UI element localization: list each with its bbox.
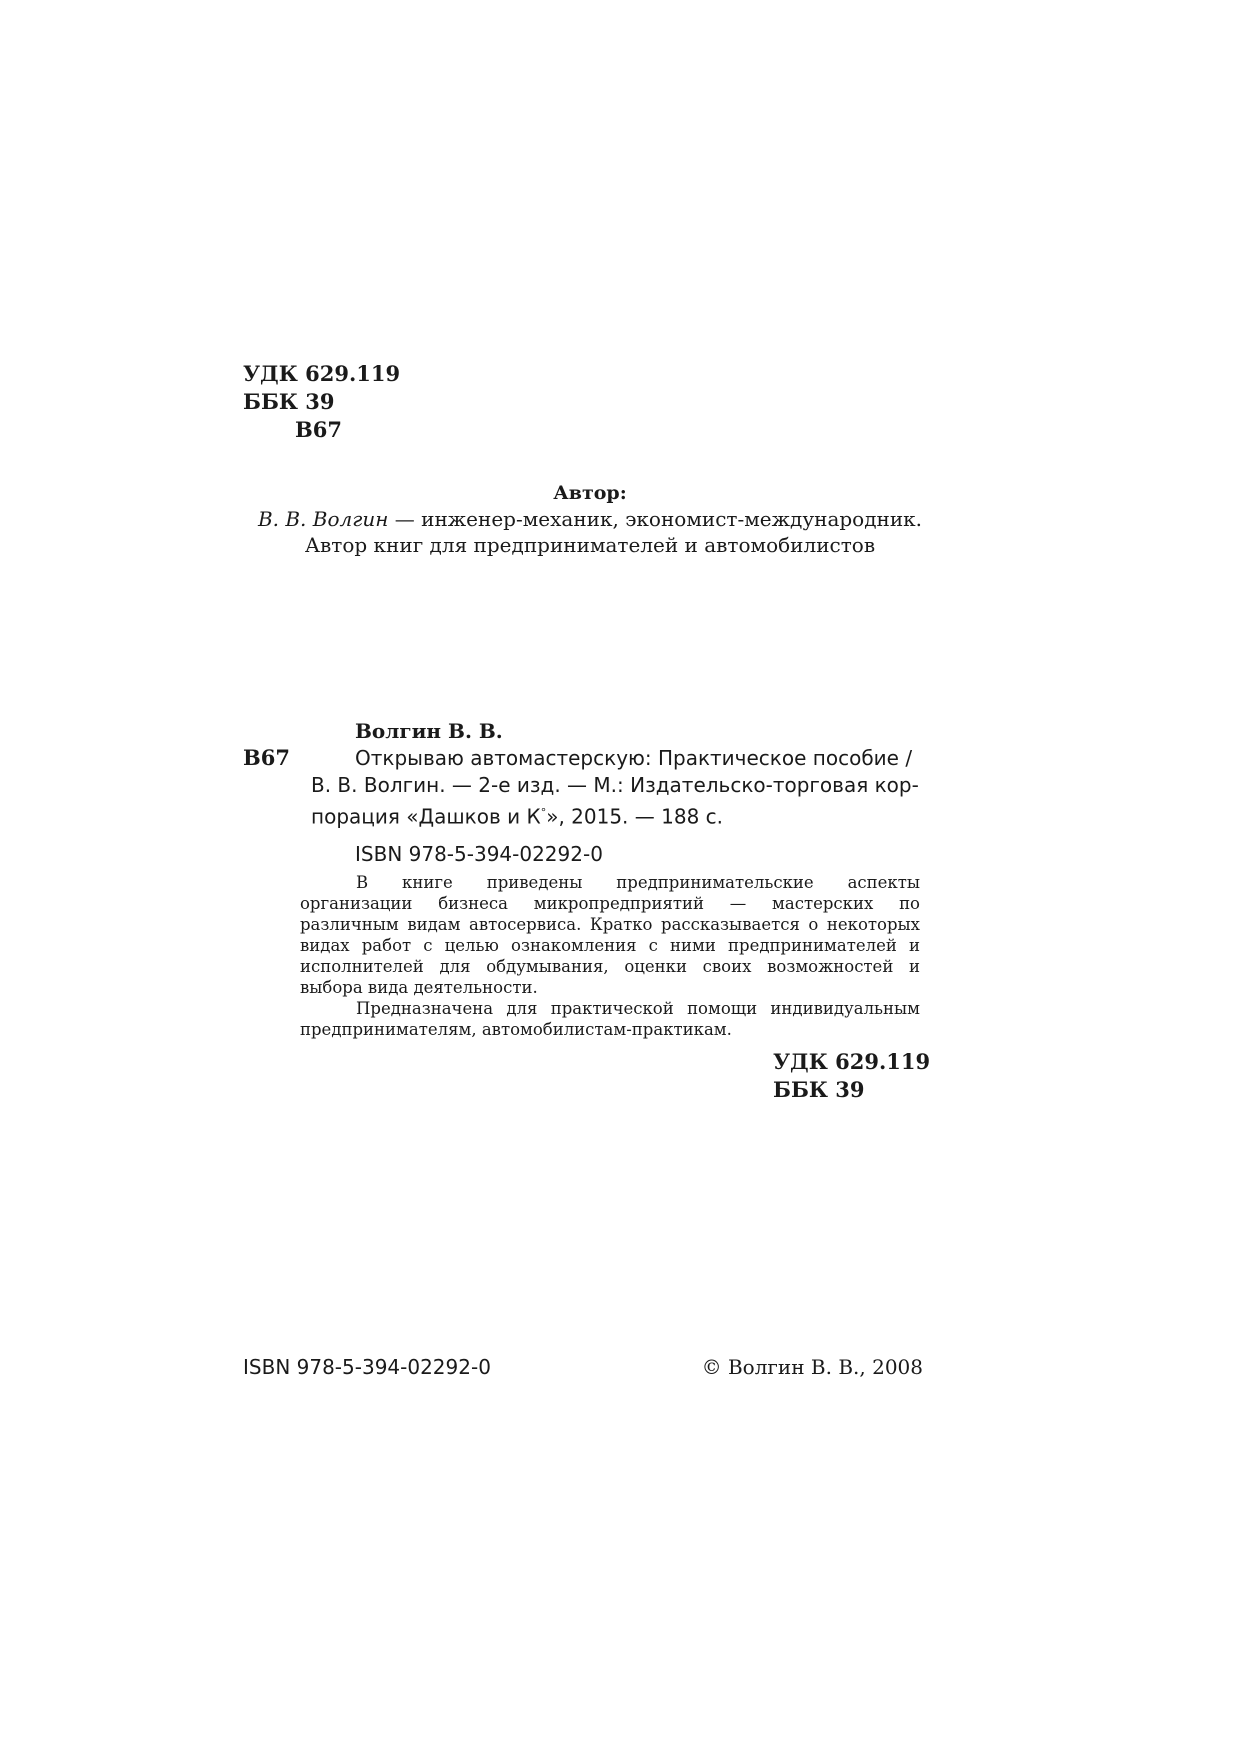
catalog-card-body — [311, 718, 923, 868]
catalog-author-name: Волгин В. В. — [355, 719, 503, 743]
top-classification-block — [243, 360, 400, 444]
bbk-code: ББК 39 — [243, 389, 335, 414]
footer-block — [243, 1355, 923, 1379]
footer-isbn: ISBN 978-5-394-02292-0 — [243, 1355, 491, 1379]
author-books-line: Автор книг для предпринимателей и автомобилистов — [304, 533, 876, 557]
bbk-code-bottom: ББК 39 — [773, 1077, 865, 1102]
catalog-publisher-line: порация «Дашков и К°», 2015. — 188 с. — [311, 804, 724, 829]
author-description: — инженер-механик, экономист-международник. — [388, 507, 923, 531]
annotation-block — [300, 872, 920, 1040]
annotation-paragraph-2: Предназначена для практической помощи индивидуальным предпринимателям, автомобилистам-практикам. — [300, 999, 920, 1039]
catalog-edition-line: В. В. Волгин. — 2-е изд. — М.: Издательско-торговая кор- — [311, 773, 919, 797]
catalog-title-line: Открываю автомастерскую: Практическое пособие / — [355, 746, 913, 770]
footer-copyright: © Волгин В. В., 2008 — [701, 1355, 923, 1379]
author-name: В. В. Волгин — [257, 507, 389, 531]
catalog-isbn: ISBN 978-5-394-02292-0 — [355, 841, 603, 866]
author-description-line — [200, 506, 980, 532]
catalog-author-mark: В67 — [243, 745, 290, 770]
udk-code: УДК 629.119 — [243, 361, 401, 386]
bottom-classification-block — [773, 1048, 930, 1104]
author-heading: Автор: — [553, 482, 627, 504]
author-mark: В67 — [295, 417, 342, 442]
annotation-paragraph-1: В книге приведены предпринимательские аспекты организации бизнеса микропредприятий — мастерских по различным видам автосервиса. Кратко рассказывается о некоторых видах работ с целью ознакомления с ними предпринимателей и исполнителей для обдумывания, оценки своих возможностей и выбора вида деятельности. — [300, 873, 920, 997]
author-section — [200, 480, 980, 558]
udk-code-bottom: УДК 629.119 — [773, 1049, 931, 1074]
